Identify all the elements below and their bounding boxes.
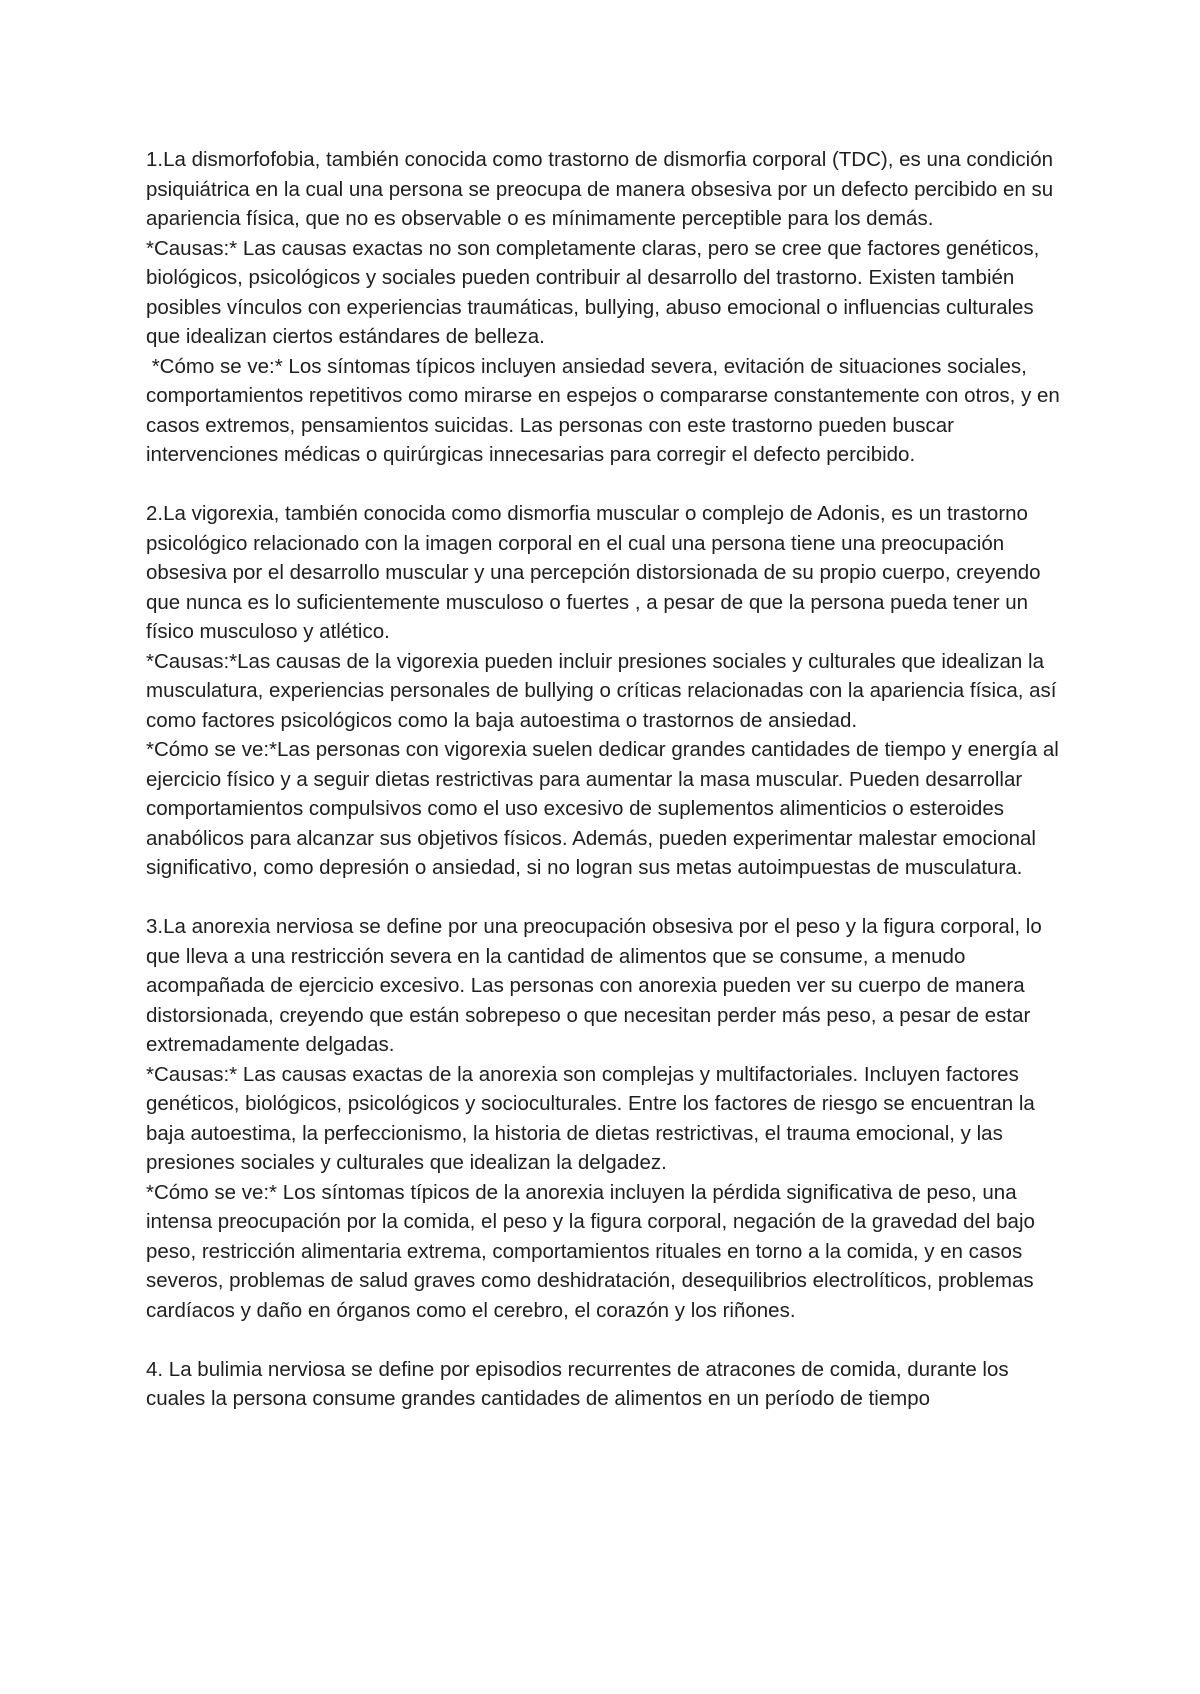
section-causes: *Causas:*Las causas de la vigorexia pueden incluir presiones sociales y culturales que idealizan la musculatura, experiencias personales de bullying o críticas relacionadas con la apariencia física, así como factores psicológicos como la baja autoestima o trastornos de ansiedad.	[146, 649, 1057, 732]
section-intro: 4. La bulimia nerviosa se define por episodios recurrentes de atracones de comida, durante los cuales la persona consume grandes cantidades de alimentos en un período de tiempo	[146, 1357, 1009, 1410]
section-anorexia	[146, 912, 1066, 1325]
section-dismorfofobia	[146, 145, 1066, 470]
section-appearance: *Cómo se ve:* Los síntomas típicos de la anorexia incluyen la pérdida significativa de peso, una intensa preocupación por la comida, el peso y la figura corporal, negación de la gravedad del bajo peso, restricción alimentaria extrema, comportamientos rituales en torno a la comida, y en casos severos, problemas de salud graves como deshidratación, desequilibrios electrolíticos, problemas cardíacos y daño en órganos como el cerebro, el corazón y los riñones.	[146, 1180, 1035, 1322]
section-causes: *Causas:* Las causas exactas de la anorexia son complejas y multifactoriales. Incluyen factores genéticos, biológicos, psicológicos y socioculturales. Entre los factores de riesgo se encuentran la baja autoestima, la perfeccionismo, la historia de dietas restrictivas, el trauma emocional, y las presiones sociales y culturales que idealizan la delgadez.	[146, 1062, 1035, 1174]
section-appearance: *Cómo se ve:*Las personas con vigorexia suelen dedicar grandes cantidades de tiempo y energía al ejercicio físico y a seguir dietas restrictivas para aumentar la masa muscular. Pueden desarrollar comportamientos compulsivos como el uso excesivo de suplementos alimenticios o esteroides anabólicos para alcanzar sus objetivos físicos. Además, pueden experimentar malestar emocional significativo, como depresión o ansiedad, si no logran sus metas autoimpuestas de musculatura.	[146, 738, 1059, 879]
section-bulimia	[146, 1355, 1066, 1414]
section-appearance: *Cómo se ve:* Los síntomas típicos incluyen ansiedad severa, evitación de situaciones sociales, comportamientos repetitivos como mirarse en espejos o compararse constantemente con otros, y en casos extremos, pensamientos suicidas. Las personas con este trastorno pueden buscar intervenciones médicas o quirúrgicas innecesarias para corregir el defecto percibido.	[146, 354, 1066, 466]
section-intro: 2.La vigorexia, también conocida como dismorfia muscular o complejo de Adonis, es un trastorno psicológico relacionado con la imagen corporal en el cual una persona tiene una preocupación obsesiva por el desarrollo muscular y una percepción distorsionada de su propio cuerpo, creyendo que nunca es lo suficientemente musculoso o fuertes , a pesar de que la persona pueda tener un físico musculoso y atlético.	[146, 502, 1041, 643]
section-intro: 3.La anorexia nerviosa se define por una preocupación obsesiva por el peso y la figura corporal, lo que lleva a una restricción severa en la cantidad de alimentos que se consume, a menudo acompañada de ejercicio excesivo. Las personas con anorexia pueden ver su cuerpo de manera distorsionada, creyendo que están sobrepeso o que necesitan perder más peso, a pesar de estar extremadamente delgadas.	[146, 915, 1042, 1056]
section-intro: 1.La dismorfofobia, también conocida como trastorno de dismorfia corporal (TDC), es una condición psiquiátrica en la cual una persona se preocupa de manera obsesiva por un defecto percibido en su apariencia física, que no es observable o es mínimamente perceptible para los demás.	[146, 148, 1054, 230]
document-body	[146, 145, 1066, 1443]
section-vigorexia	[146, 499, 1066, 883]
section-causes: *Causas:* Las causas exactas no son completamente claras, pero se cree que factores genéticos, biológicos, psicológicos y sociales pueden contribuir al desarrollo del trastorno. Existen también posibles vínculos con experiencias traumáticas, bullying, abuso emocional o influencias culturales que idealizan ciertos estándares de belleza.	[146, 236, 1040, 348]
